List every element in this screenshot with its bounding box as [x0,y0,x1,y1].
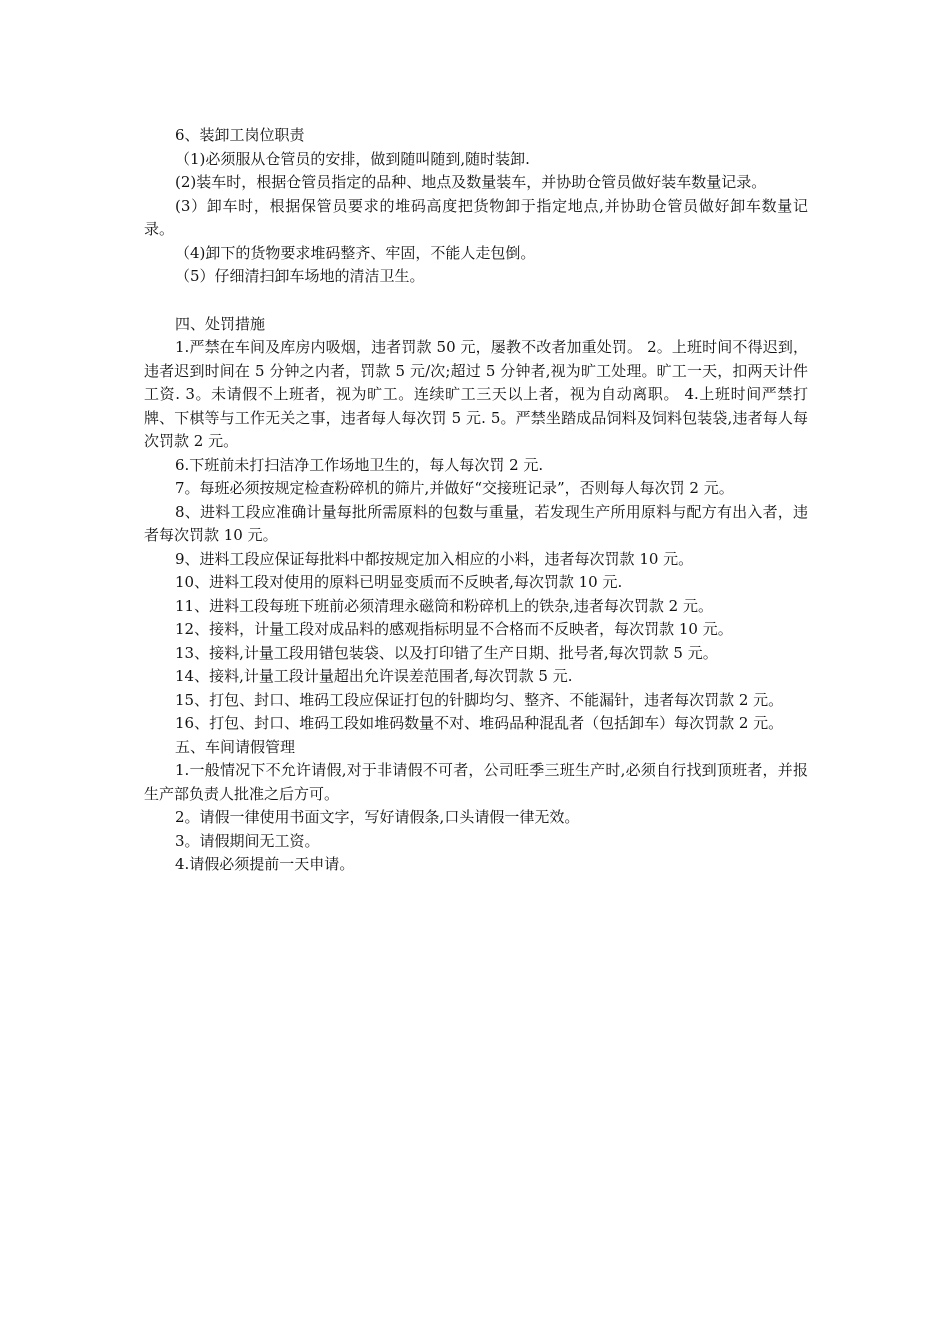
section-heading: 6、装卸工岗位职责 [175,126,305,144]
paragraph: 15、打包、封口、堆码工段应保证打包的针脚均匀、整齐、不能漏针，违者每次罚款 2 元。 [175,690,784,709]
paragraph: 12、接料，计量工段对成品料的感观指标明显不合格而不反映者，每次罚款 10 元。 [175,620,733,638]
section-heading: 四、处罚措施 [175,314,266,333]
paragraph: 10、进料工段对使用的原料已明显变质而不反映者,每次罚款 10 元. [175,573,623,591]
paragraph: 9、进料工段应保证每批料中都按规定加入相应的小料，违者每次罚款 10 元。 [175,549,694,568]
paragraph: 14、接料,计量工段计量超出允许误差范围者,每次罚款 5 元. [175,667,573,685]
section-heading: 五、车间请假管理 [175,737,296,756]
spacer [144,289,808,313]
paragraph: 13、接料,计量工段用错包装袋、以及打印错了生产日期、批号者,每次罚款 5 元。 [175,643,718,662]
paragraph: （5）仔细清扫卸车场地的清洁卫生。 [175,267,425,285]
paragraph: 2。请假一律使用书面文字，写好请假条,口头请假一律无效。 [175,808,580,826]
paragraph: 3。请假期间无工资。 [175,831,320,850]
paragraph: 1.一般情况下不允许请假,对于非请假不可者，公司旺季三班生产时,必须自行找到顶班者，并报生产部负责人批准之后方可。 [144,761,808,803]
paragraph: 4.请假必须提前一天申请。 [175,855,355,873]
paragraph: 11、进料工段每班下班前必须清理永磁筒和粉碎机上的铁杂,违者每次罚款 2 元。 [175,596,713,615]
paragraph: （4)卸下的货物要求堆码整齐、牢固，不能人走包倒。 [175,243,536,262]
paragraph: 1.严禁在车间及库房内吸烟，违者罚款 50 元，屡教不改者加重处罚。 2。上班时间不得迟到，违者迟到时间在 5 分钟之内者，罚款 5 元/次;超过 5 分钟者,视为旷工处理。旷工一天，扣两天计件工资. 3。未请假不上班者，视为旷工。连续旷工三天以上者，视为自动离职。 4.上班时间严禁打牌、下棋等与工作无关之事，违者每人每次罚 5 元. 5。严禁坐踏成品饲料及饲料包装袋,违者每人每次罚款 2 元。 [144,338,808,450]
paragraph: 8、进料工段应准确计量每批所需原料的包数与重量，若发现生产所用原料与配方有出入者，违者每次罚款 10 元。 [144,502,808,544]
paragraph: (3）卸车时，根据保管员要求的堆码高度把货物卸于指定地点,并协助仓管员做好卸车数量记录。 [144,196,808,238]
paragraph: 16、打包、封口、堆码工段如堆码数量不对、堆码品种混乱者（包括卸车）每次罚款 2 元。 [175,714,784,732]
paragraph: 7。每班必须按规定检查粉碎机的筛片,并做好“交接班记录”，否则每人每次罚 2 元。 [175,479,734,497]
paragraph: (2)装车时，根据仓管员指定的品种、地点及数量装车，并协助仓管员做好装车数量记录。 [175,173,767,191]
document-body [144,124,808,877]
paragraph: （1)必须服从仓管员的安排，做到随叫随到,随时装卸. [175,149,530,168]
paragraph: 6.下班前未打扫洁净工作场地卫生的，每人每次罚 2 元. [175,455,544,474]
